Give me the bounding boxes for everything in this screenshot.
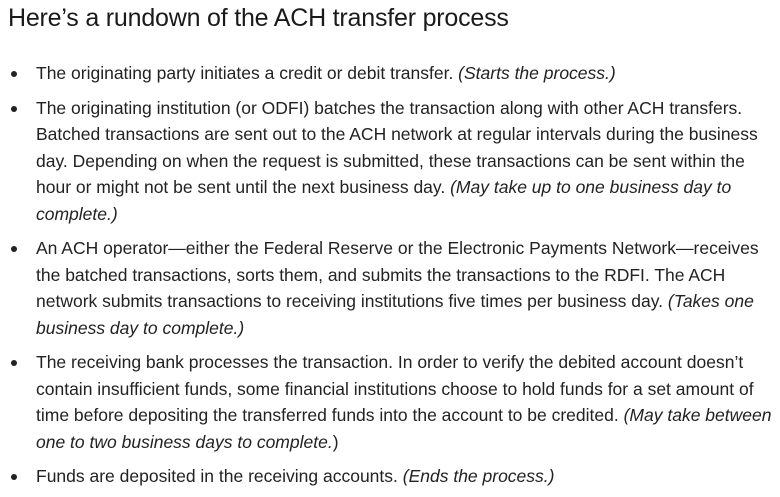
- list-item: [8, 349, 780, 455]
- bullet-dot-icon: [11, 360, 17, 366]
- section-heading: Here’s a rundown of the ACH transfer process: [8, 4, 509, 32]
- step-text: An ACH operator—either the Federal Reserve or the Electronic Payments Network—receives the batched transactions, sorts them, and submits the transactions to the RDFI. The ACH network submits transactions to receiving institutions five times per business day.: [36, 238, 759, 311]
- list-item: [8, 95, 780, 228]
- step-text: The originating party initiates a credit or debit transfer.: [36, 63, 459, 83]
- step-note: (Starts the process.): [458, 63, 616, 83]
- bullet-dot-icon: [11, 474, 17, 480]
- list-item: [8, 60, 780, 87]
- step-text: Funds are deposited in the receiving accounts.: [36, 466, 403, 486]
- step-text: The receiving bank processes the transaction. In order to verify the debited account doesn’t contain insufficient funds, some financial institutions choose to hold funds for a set amount of time before depositing the transferred funds into the account to be credited.: [36, 352, 754, 425]
- step-note: (May take between one to two business days to complete.: [36, 405, 772, 452]
- step-note: (Ends the process.): [402, 466, 555, 486]
- step-note: (May take up to one business day to complete.): [36, 177, 732, 224]
- list-item: [8, 235, 780, 341]
- bullet-dot-icon: [11, 106, 17, 112]
- bullet-dot-icon: [11, 71, 17, 77]
- ach-steps-list: [8, 60, 780, 490]
- step-text: The originating institution (or ODFI) batches the transaction along with other ACH transfers. Batched transactions are sent out to the ACH network at regular intervals during the business day. Depending on when the request is submitted, these transactions can be sent within the hour or might not be sent until the next business day.: [36, 97, 758, 197]
- list-item: [8, 463, 780, 490]
- bullet-dot-icon: [11, 246, 17, 252]
- step-note: (Takes one business day to complete.): [36, 291, 754, 338]
- closing-paren: ): [332, 431, 339, 452]
